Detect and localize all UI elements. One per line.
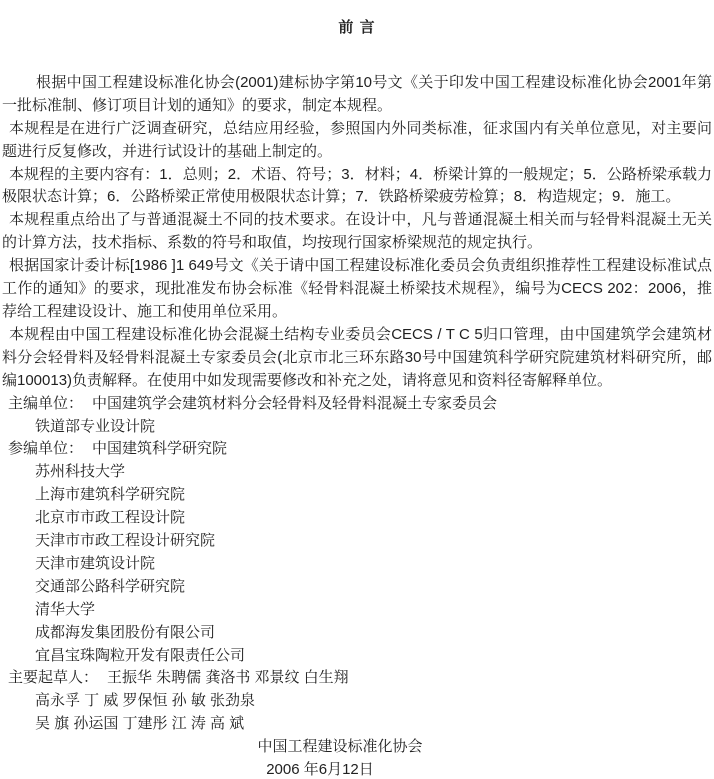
chief-editor-label: 主编单位： (8, 394, 84, 412)
participating-org: 上海市建筑科学研究院 (35, 486, 186, 504)
paragraph-process: 本规程是在进行广泛调查研究，总结应用经验，参照国内外同类标准，征求国内有关单位意见，对主要问题进行反复修改，并进行试设计的基础上制定的。 (2, 119, 712, 160)
participating-org: 北京市市政工程设计院 (35, 509, 186, 527)
drafters-row (2, 667, 712, 690)
drafters-label: 主要起草人： (8, 669, 99, 687)
drafters-line: 吴 旗 孙运国 丁建彤 江 涛 高 斌 (35, 715, 245, 733)
paragraph-basis: 根据中国工程建设标准化协会(2001)建标协字第10号文《关于印发中国工程建设标准化协会2001年第一批标准制、修订项目计划的通知》的要求，制定本规程。 (2, 73, 712, 114)
footer-date: 2006 年6月12日 (266, 761, 374, 779)
participating-org: 成都海发集团股份有限公司 (35, 623, 216, 641)
paragraph-approval: 根据国家计委计标[1986 ]1 649号文《关于请中国工程建设标准化委员会负责组织推荐性工程建设标准试点工作的通知》的要求，现批准发布协会标准《轻骨料混凝土桥梁技术规程》，编号为CECS 202：2006，推荐给工程建设设计、施工和使用单位采用。 (2, 257, 712, 320)
page-title: 前 言 (338, 19, 376, 36)
participating-org: 交通部公路科学研究院 (35, 577, 186, 595)
participating-label: 参编单位： (8, 440, 84, 458)
participating-org: 苏州科技大学 (35, 463, 126, 481)
participating-org: 宜昌宝珠陶粒开发有限责任公司 (35, 646, 246, 664)
participating-org: 天津市建筑设计院 (35, 554, 156, 572)
participating-row (2, 438, 712, 461)
chief-editor-org: 铁道部专业设计院 (35, 417, 156, 435)
drafters-first-line: 王振华 朱聘儒 龚洛书 邓景纹 白生翔 (107, 669, 349, 687)
participating-first-org: 中国建筑科学研究院 (92, 440, 228, 458)
paragraph-scope: 本规程重点给出了与普通混凝土不同的技术要求。在设计中，凡与普通混凝土相关而与轻骨料混凝土无关的计算方法，技术指标、系数的符号和取值，均按现行国家桥梁规范的规定执行。 (2, 211, 712, 252)
footer-organization: 中国工程建设标准化协会 (257, 738, 423, 756)
drafters-line: 高永孚 丁 威 罗保恒 孙 敏 张劲泉 (35, 692, 256, 710)
paragraph-contents: 本规程的主要内容有：1．总则；2．术语、符号；3．材料；4．桥梁计算的一般规定；5．公路桥梁承载力极限状态计算；6．公路桥梁正常使用极限状态计算；7．铁路桥梁疲劳检算；8．构造规定；9．施工。 (2, 165, 712, 206)
chief-editor-row (2, 393, 712, 416)
paragraph-management: 本规程由中国工程建设标准化协会混凝土结构专业委员会CECS / T C 5归口管理，由中国建筑学会建筑材料分会轻骨料及轻骨料混凝土专家委员会(北京市北三环东路30号中国建筑科学研究院建筑材料研究所，邮编100013)负责解释。在使用中如发现需要修改和补充之处，请将意见和资料径寄解释单位。 (2, 325, 712, 389)
participating-org: 天津市市政工程设计研究院 (35, 532, 216, 550)
chief-editor-first-org: 中国建筑学会建筑材料分会轻骨料及轻骨料混凝土专家委员会 (92, 394, 498, 412)
participating-org: 清华大学 (35, 600, 96, 618)
